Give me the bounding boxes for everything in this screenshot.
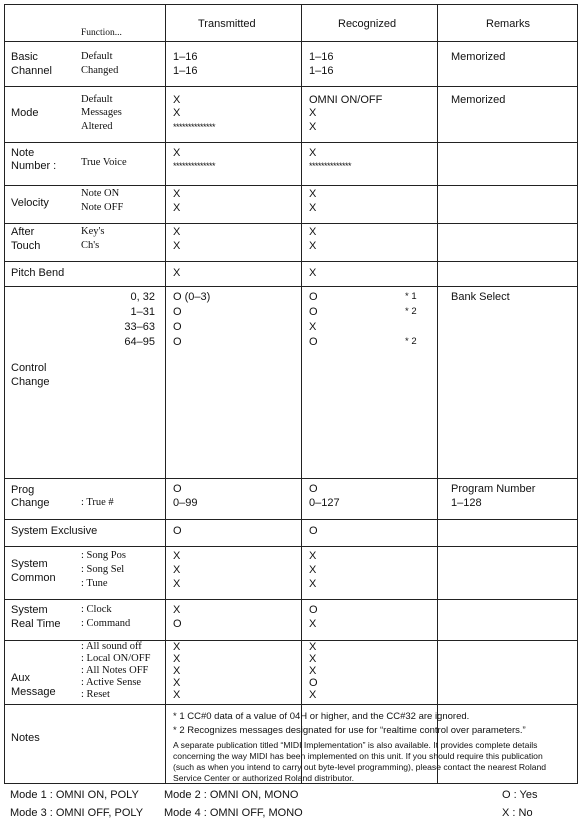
velocity-rx: X (309, 202, 317, 214)
velocity-tx: X (173, 188, 181, 200)
system-realtime-rx: X (309, 618, 317, 630)
mode-remarks: Memorized (451, 94, 506, 106)
aux-message-tx: X (173, 689, 181, 701)
velocity-tx: X (173, 202, 181, 214)
after-touch-tx: X (173, 240, 181, 252)
row-divider (5, 41, 577, 42)
cc-tx: O (173, 321, 182, 333)
system-common-rx: X (309, 550, 317, 562)
header-function: Function... (81, 28, 122, 38)
cc-number: 64–95 (124, 336, 155, 348)
after-touch-tx: X (173, 226, 181, 238)
aux-message-tx: X (173, 665, 181, 677)
legend-mode-3: Mode 3 : OMNI OFF, POLY (10, 807, 144, 819)
prog-change-remarks: 1–128 (451, 497, 482, 509)
after-touch-rx: X (309, 240, 317, 252)
basic-channel-sub: Changed (81, 65, 119, 76)
header-transmitted: Transmitted (198, 18, 256, 30)
cc-rx: O (309, 336, 318, 348)
row-divider (5, 185, 577, 186)
after-touch-sub: Ch's (81, 240, 100, 251)
after-touch-rx: X (309, 226, 317, 238)
mode-label: Mode (11, 107, 39, 119)
system-realtime-rx: O (309, 604, 318, 616)
legend-mode-2: Mode 2 : OMNI ON, MONO (164, 789, 299, 801)
cc-remarks: Bank Select (451, 291, 510, 303)
system-exclusive-label: System Exclusive (11, 525, 98, 537)
cc-number: 0, 32 (130, 291, 155, 303)
system-common-rx: X (309, 564, 317, 576)
aux-message-rx: X (309, 665, 317, 677)
system-realtime-label: System (11, 604, 48, 616)
after-touch-sub: Key's (81, 226, 105, 237)
mode-sub: Altered (81, 121, 113, 132)
mode-rx: X (309, 121, 317, 133)
aux-message-tx: X (173, 641, 181, 653)
basic-channel-tx: 1–16 (173, 65, 198, 77)
mode-tx: ************** (173, 122, 216, 132)
prog-change-remarks: Program Number (451, 483, 536, 495)
basic-channel-tx: 1–16 (173, 51, 198, 63)
cc-rx: O (309, 291, 318, 303)
row-divider (5, 478, 577, 479)
velocity-label: Velocity (11, 197, 49, 209)
aux-message-tx: X (173, 653, 181, 665)
notes-paragraph-line: Service Center or authorized Roland distributor. (173, 773, 355, 783)
prog-change-sub: : True # (81, 497, 114, 508)
system-realtime-tx: X (173, 604, 181, 616)
midi-implementation-chart (4, 4, 578, 784)
basic-channel-rx: 1–16 (309, 65, 334, 77)
cc-rx: O (309, 306, 318, 318)
system-common-rx: X (309, 578, 317, 590)
system-common-sub: : Song Sel (81, 564, 125, 575)
control-change-label: Control (11, 362, 47, 374)
system-realtime-sub: : Command (81, 618, 131, 629)
cc-tx: O (173, 306, 182, 318)
row-divider (5, 519, 577, 520)
cc-tx: O (173, 336, 182, 348)
row-divider (5, 223, 577, 224)
aux-message-label: Aux (11, 672, 30, 684)
cc-number: 33–63 (124, 321, 155, 333)
row-divider (5, 86, 577, 87)
cc-footnote-ref: * 1 (405, 291, 417, 302)
col-divider (165, 5, 166, 783)
mode-sub: Default (81, 94, 113, 105)
basic-channel-sub: Default (81, 51, 113, 62)
prog-change-label: Prog (11, 484, 35, 496)
aux-message-sub: : Reset (81, 689, 110, 700)
system-exclusive-rx: O (309, 525, 318, 537)
note-number-sub: True Voice (81, 157, 127, 168)
col-divider (437, 5, 438, 783)
notes-paragraph-line: A separate publication titled “MIDI Implementation” is also available. It provides complete details (173, 740, 538, 750)
note-number-tx: ************** (173, 161, 216, 171)
prog-change-rx: O (309, 483, 318, 495)
velocity-sub: Note ON (81, 188, 120, 199)
basic-channel-rx: 1–16 (309, 51, 334, 63)
aux-message-tx: X (173, 677, 181, 689)
row-divider (5, 142, 577, 143)
velocity-rx: X (309, 188, 317, 200)
basic-channel-label: Basic (11, 51, 38, 63)
cc-rx: X (309, 321, 317, 333)
aux-message-rx: X (309, 689, 317, 701)
prog-change-rx: 0–127 (309, 497, 340, 509)
after-touch-label: After (11, 226, 35, 238)
system-common-label: Common (11, 572, 56, 584)
aux-message-rx: X (309, 653, 317, 665)
aux-message-rx: X (309, 641, 317, 653)
system-realtime-sub: : Clock (81, 604, 112, 615)
after-touch-label: Touch (11, 240, 41, 252)
aux-message-sub: : All Notes OFF (81, 665, 149, 676)
aux-message-rx: O (309, 677, 318, 689)
legend-no: X : No (502, 807, 533, 819)
footnote-1: * 1 CC#0 data of a value of 04H or higher, and the CC#32 are ignored. (173, 711, 470, 722)
mode-sub: Messages (81, 107, 122, 118)
note-number-rx: ************** (309, 161, 352, 171)
cc-tx: O (0–3) (173, 291, 211, 303)
mode-tx: X (173, 94, 181, 106)
velocity-sub: Note OFF (81, 202, 124, 213)
col-divider (301, 5, 302, 783)
pitch-bend-rx: X (309, 267, 317, 279)
aux-message-sub: : Local ON/OFF (81, 653, 151, 664)
cc-footnote-ref: * 2 (405, 306, 417, 317)
system-exclusive-tx: O (173, 525, 182, 537)
prog-change-tx: 0–99 (173, 497, 198, 509)
notes-paragraph-line: (such as when you intend to carry out byte-level programming), please contact the nearest Roland (173, 762, 547, 772)
cc-number: 1–31 (130, 306, 155, 318)
aux-message-sub: : Active Sense (81, 677, 142, 688)
note-number-label: Note (11, 147, 35, 159)
legend-yes: O : Yes (502, 789, 538, 801)
system-common-sub: : Song Pos (81, 550, 126, 561)
basic-channel-remarks: Memorized (451, 51, 506, 63)
aux-message-label: Message (11, 686, 56, 698)
notes-label: Notes (11, 732, 40, 744)
note-number-rx: X (309, 147, 317, 159)
note-number-label: Number : (11, 160, 57, 172)
system-common-tx: X (173, 578, 181, 590)
system-realtime-label: Real Time (11, 618, 61, 630)
row-divider (5, 261, 577, 262)
pitch-bend-tx: X (173, 267, 181, 279)
mode-tx: X (173, 107, 181, 119)
prog-change-label: Change (11, 497, 50, 509)
pitch-bend-label: Pitch Bend (11, 267, 65, 279)
mode-rx: OMNI ON/OFF (309, 94, 383, 106)
prog-change-tx: O (173, 483, 182, 495)
row-divider (5, 704, 577, 705)
basic-channel-label: Channel (11, 65, 52, 77)
system-common-tx: X (173, 564, 181, 576)
notes-paragraph-line: concerning the way MIDI has been implemented on this unit. If you should require this publication (173, 751, 543, 761)
system-common-label: System (11, 558, 48, 570)
mode-rx: X (309, 107, 317, 119)
control-change-label: Change (11, 376, 50, 388)
system-realtime-tx: O (173, 618, 182, 630)
system-common-tx: X (173, 550, 181, 562)
row-divider (5, 286, 577, 287)
footnote-2: * 2 Recognizes messages designated for use for “realtime control over parameters.” (173, 725, 526, 736)
note-number-tx: X (173, 147, 181, 159)
row-divider (5, 599, 577, 600)
system-common-sub: : Tune (81, 578, 108, 589)
cc-footnote-ref: * 2 (405, 336, 417, 347)
legend-mode-1: Mode 1 : OMNI ON, POLY (10, 789, 139, 801)
header-recognized: Recognized (338, 18, 397, 30)
aux-message-sub: : All sound off (81, 641, 142, 652)
header-remarks: Remarks (486, 18, 531, 30)
legend-mode-4: Mode 4 : OMNI OFF, MONO (164, 807, 303, 819)
row-divider (5, 546, 577, 547)
